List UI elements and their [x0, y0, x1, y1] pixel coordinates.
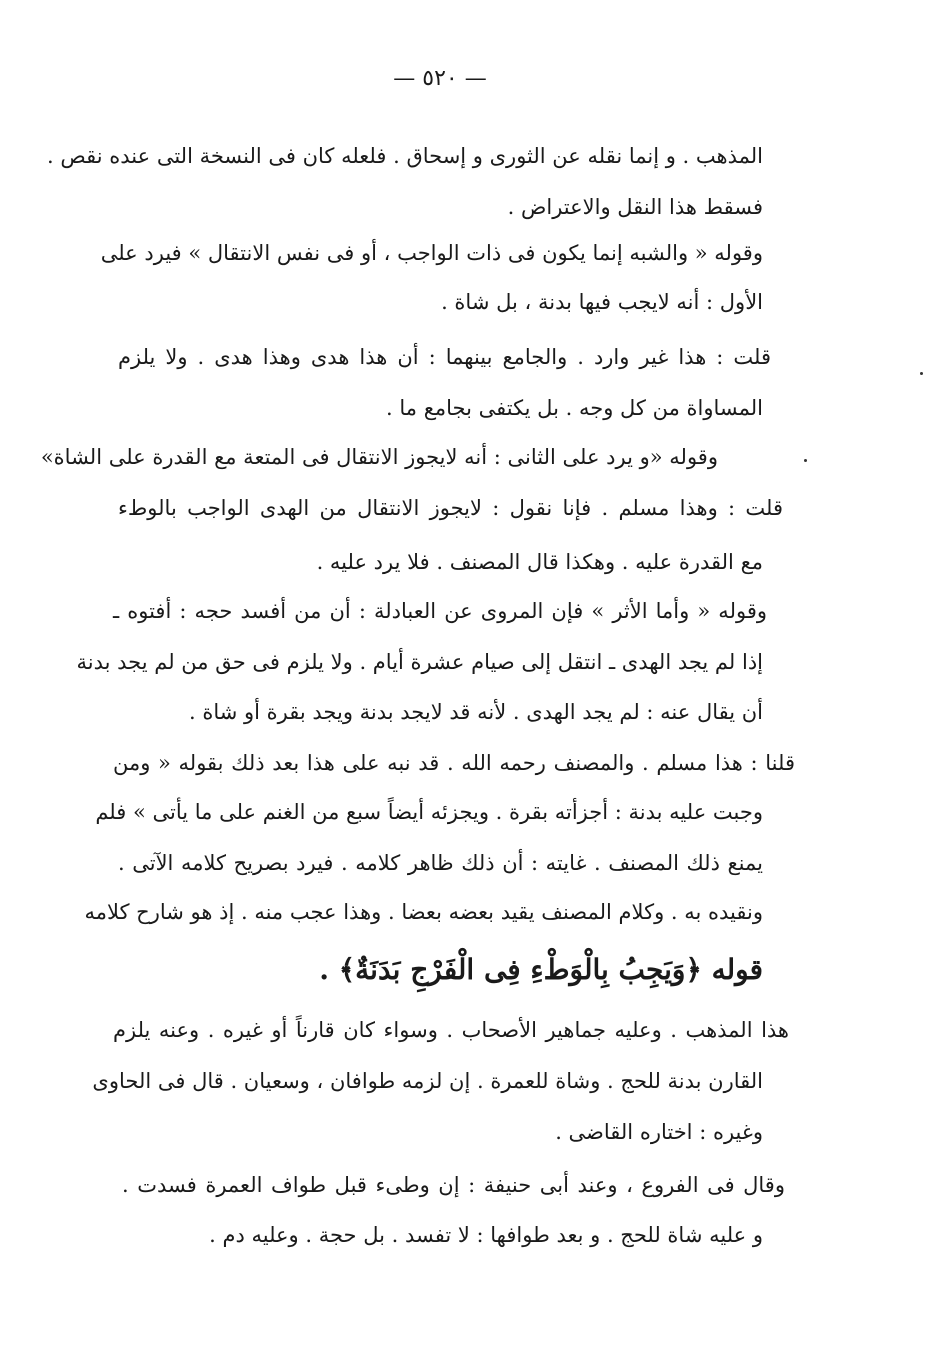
text-line: أن يقال عنه : لم يجد الهدى . لأنه قد لايجد بدنة ويجد بقرة أو شاة .: [188, 700, 763, 724]
text-line: وجبت عليه بدنة : أجزأته بقرة . ويجزئه أيضاً سبع من الغنم على ما يأتى » فلم: [95, 800, 763, 824]
text-line: المساواة من كل وجه . بل يكتفى بجامع ما .: [386, 396, 763, 420]
text-line: وغيره : اختاره القاضى .: [555, 1120, 763, 1144]
page-number: — ٥٢٠ —: [393, 66, 487, 91]
text-line: هذا المذهب . وعليه جماهير الأصحاب . وسواء كان قارناً أو غيره . وعنه يلزم: [113, 1018, 789, 1042]
text-line: وقوله « وأما الأثر » فإن المروى عن العبادلة : أن من أفسد حجه : أفتوه ـ: [113, 599, 767, 623]
text-line: الأول : أنه لايجب فيها بدنة ، بل شاة .: [441, 290, 763, 314]
section-heading: قوله ﴿وَيَجِبُ بِالْوَطْءِ فِى الْفَرْجِ بَدَنَةٌ﴾ .: [319, 953, 763, 986]
page-body: [40, 0, 795, 1348]
text-line: وقال فى الفروع ، وعند أبى حنيفة : إن وطىء قبل طواف العمرة فسدت .: [122, 1173, 785, 1197]
text-line: فسقط هذا النقل والاعتراض .: [507, 195, 763, 219]
text-line: قلت : هذا غير وارد . والجامع بينهما : أن هذا هدى وهذا هدى . ولا يلزم: [118, 345, 771, 369]
text-line: مع القدرة عليه . وهكذا قال المصنف . فلا يرد عليه .: [316, 550, 763, 574]
text-line: وقوله « والشبه إنما يكون فى ذات الواجب ، أو فى نفس الانتقال » فيرد على: [100, 241, 763, 265]
text-line: قلت : وهذا مسلم . فإنا نقول : لايجوز الانتقال من الهدى الواجب بالوطء: [118, 496, 783, 520]
margin-dot: [804, 459, 807, 462]
text-line: المذهب . و إنما نقله عن الثورى و إسحاق . فلعله كان فى النسخة التى عنده نقص .: [47, 144, 763, 168]
text-line: و عليه شاة للحج . و بعد طوافها : لا تفسد . بل حجة . وعليه دم .: [209, 1223, 763, 1247]
text-line: يمنع ذلك المصنف . غايته : أن ذلك ظاهر كلامه . فيرد بصريح كلامه الآتى .: [118, 851, 763, 875]
text-line: وقوله «و يرد على الثانى : أنه لايجوز الانتقال فى المتعة مع القدرة على الشاة»: [40, 445, 718, 469]
text-line: ونقيده به . وكلام المصنف يقيد بعضه بعضا . وهذا عجب منه . إذ هو شارح كلامه: [84, 900, 763, 924]
text-line: إذا لم يجد الهدى ـ انتقل إلى صيام عشرة أيام . ولا يلزم فى حق من لم يجد بدنة: [76, 650, 763, 674]
margin-dot: [920, 372, 923, 375]
text-line: قلنا : هذا مسلم . والمصنف رحمه الله . قد نبه على هذا بعد ذلك بقوله « ومن: [113, 751, 795, 775]
text-line: القارن بدنة للحج . وشاة للعمرة . إن لزمه طوافان ، وسعيان . قال فى الحاوى: [92, 1069, 763, 1093]
